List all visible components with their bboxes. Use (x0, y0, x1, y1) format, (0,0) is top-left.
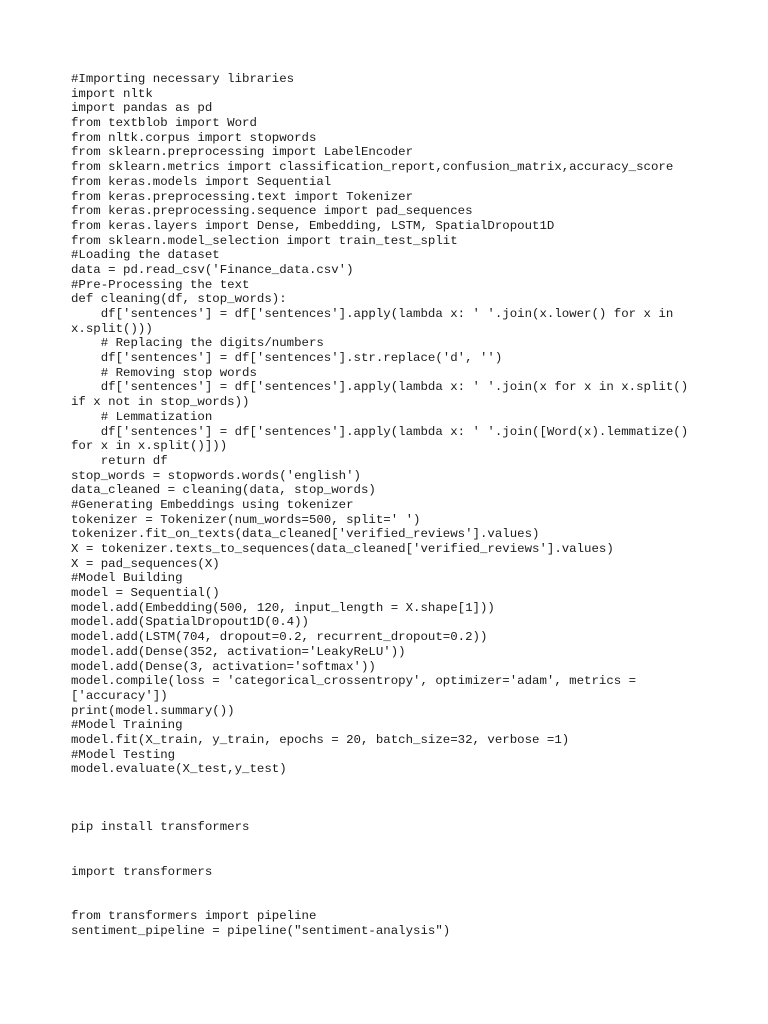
code-line: from nltk.corpus import stopwords (71, 130, 317, 145)
code-line: sentiment_pipeline = pipeline("sentiment-analysis") (71, 923, 451, 938)
code-line: #Importing necessary libraries (71, 72, 295, 86)
code-line: #Model Building (71, 571, 183, 586)
code-line: from sklearn.preprocessing import LabelEncoder (71, 145, 414, 160)
code-line: df['sentences'] = df['sentences'].apply(lambda x: ' '.join(x.lower() for x in (71, 307, 674, 321)
code-line: #Loading the dataset (71, 248, 220, 263)
code-line: import transformers (71, 865, 213, 879)
code-line: from keras.preprocessing.text import Tokenizer (71, 189, 414, 204)
code-line: model.fit(X_train, y_train, epochs = 20, batch_size=32, verbose =1) (71, 732, 570, 747)
code-line: def cleaning(df, stop_words): (71, 292, 287, 307)
code-line: #Model Training (71, 718, 183, 733)
code-line: from sklearn.model_selection import train_test_split (71, 233, 458, 248)
code-line: model.compile(loss = 'categorical_crossentropy', optimizer='adam', metrics = (71, 674, 637, 689)
code-line: model.add(Embedding(500, 120, input_length = X.shape[1])) (71, 600, 495, 615)
code-line: X = tokenizer.texts_to_sequences(data_cleaned['verified_reviews'].values) (71, 542, 614, 556)
code-block-sentiment-model (71, 72, 688, 777)
code-line: #Pre-Processing the text (71, 277, 250, 292)
code-line: x.split())) (71, 321, 153, 336)
code-block-pip-install (71, 820, 249, 835)
code-line: df['sentences'] = df['sentences'].apply(lambda x: ' '.join(x for x in x.split() (71, 380, 689, 395)
code-line: from sklearn.metrics import classification_report,confusion_matrix,accuracy_score (71, 160, 674, 175)
code-line: # Lemmatization (71, 409, 213, 424)
code-line: if x not in stop_words)) (71, 395, 250, 410)
code-line: # Removing stop words (71, 365, 257, 380)
code-line: print(model.summary()) (71, 703, 235, 718)
code-line: for x in x.split()])) (71, 439, 228, 454)
code-line: import nltk (71, 86, 153, 101)
code-line: import pandas as pd (71, 101, 213, 116)
code-line: # Replacing the digits/numbers (71, 336, 324, 351)
code-line: from textblob import Word (71, 116, 257, 131)
code-line: tokenizer.fit_on_texts(data_cleaned['verified_reviews'].values) (71, 527, 540, 542)
code-line: return df (71, 453, 168, 468)
code-line: from keras.models import Sequential (71, 174, 332, 189)
code-line: tokenizer = Tokenizer(num_words=500, split=' ') (71, 512, 421, 527)
code-line: data_cleaned = cleaning(data, stop_words) (71, 483, 376, 498)
code-line: from keras.layers import Dense, Embedding, LSTM, SpatialDropout1D (71, 218, 555, 233)
code-line: model.add(SpatialDropout1D(0.4)) (71, 615, 309, 630)
code-line: from transformers import pipeline (71, 909, 317, 923)
code-line: stop_words = stopwords.words('english') (71, 468, 361, 483)
code-line: ['accuracy']) (71, 688, 168, 703)
code-line: X = pad_sequences(X) (71, 556, 220, 571)
code-block-pipeline (71, 909, 450, 938)
code-line: model.add(Dense(352, activation='LeakyReLU')) (71, 644, 406, 659)
code-line: from keras.preprocessing.sequence import pad_sequences (71, 204, 473, 219)
code-block-import-transformers (71, 865, 212, 880)
code-line: pip install transformers (71, 820, 250, 834)
code-line: model.evaluate(X_test,y_test) (71, 762, 287, 777)
code-line: model.add(LSTM(704, dropout=0.2, recurrent_dropout=0.2)) (71, 630, 488, 645)
code-line: model.add(Dense(3, activation='softmax')) (71, 659, 376, 674)
code-line: df['sentences'] = df['sentences'].str.replace('d', '') (71, 351, 503, 366)
code-line: #Model Testing (71, 747, 176, 762)
code-line: data = pd.read_csv('Finance_data.csv') (71, 262, 354, 277)
code-line: model = Sequential() (71, 586, 220, 601)
code-line: #Generating Embeddings using tokenizer (71, 497, 354, 512)
code-line: df['sentences'] = df['sentences'].apply(lambda x: ' '.join([Word(x).lemmatize() (71, 424, 689, 439)
